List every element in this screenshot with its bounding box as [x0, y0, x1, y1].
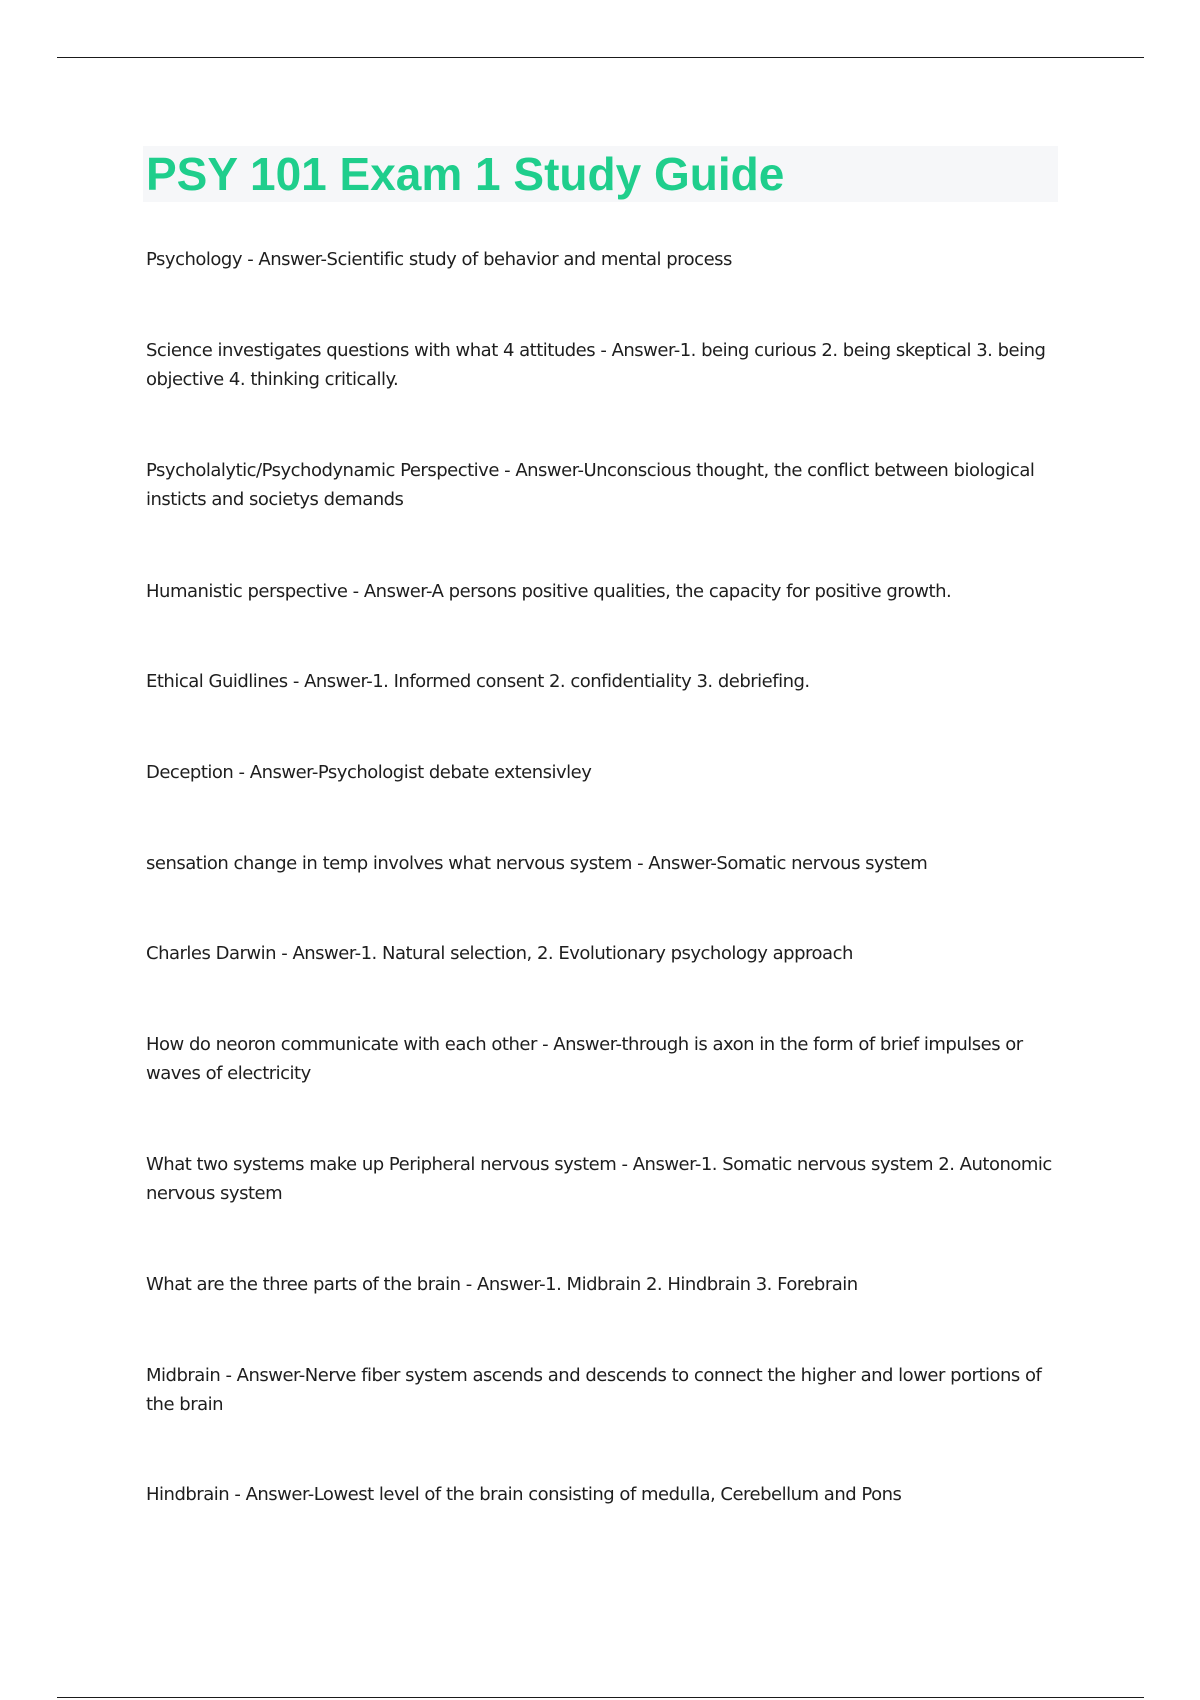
- entry-peripheral-nervous-system: What two systems make up Peripheral nervous system - Answer-1. Somatic nervous system 2. Autonomic nervous system: [146, 1154, 1052, 1204]
- entry-science-attitudes: Science investigates questions with what 4 attitudes - Answer-1. being curious 2. being skeptical 3. being objective 4. thinking critically.: [146, 340, 1046, 390]
- document-title: PSY 101 Exam 1 Study Guide: [146, 148, 785, 200]
- entry-charles-darwin: Charles Darwin - Answer-1. Natural selection, 2. Evolutionary psychology approach: [146, 943, 853, 964]
- entry-deception: Deception - Answer-Psychologist debate extensivley: [146, 762, 592, 783]
- entry-brain-parts: What are the three parts of the brain - Answer-1. Midbrain 2. Hindbrain 3. Forebrain: [146, 1274, 858, 1295]
- entry-hindbrain: Hindbrain - Answer-Lowest level of the brain consisting of medulla, Cerebellum and Pons: [146, 1484, 902, 1505]
- entry-neuron-communication: How do neoron communicate with each other - Answer-through is axon in the form of brief impulses or waves of electricity: [146, 1034, 1023, 1084]
- entry-psychology: Psychology - Answer-Scientific study of behavior and mental process: [146, 249, 732, 270]
- entry-midbrain: Midbrain - Answer-Nerve fiber system ascends and descends to connect the higher and lower portions of the brain: [146, 1365, 1042, 1415]
- entry-ethical-guidelines: Ethical Guidlines - Answer-1. Informed consent 2. confidentiality 3. debriefing.: [146, 671, 810, 692]
- entry-humanistic: Humanistic perspective - Answer-A persons positive qualities, the capacity for positive growth.: [146, 581, 952, 602]
- entry-psychodynamic: Psycholalytic/Psychodynamic Perspective - Answer-Unconscious thought, the conflict between biological insticts and societys demands: [146, 460, 1035, 510]
- top-rule: [57, 57, 1144, 58]
- bottom-rule: [57, 1697, 1144, 1698]
- entry-sensation-temp: sensation change in temp involves what nervous system - Answer-Somatic nervous system: [146, 853, 928, 874]
